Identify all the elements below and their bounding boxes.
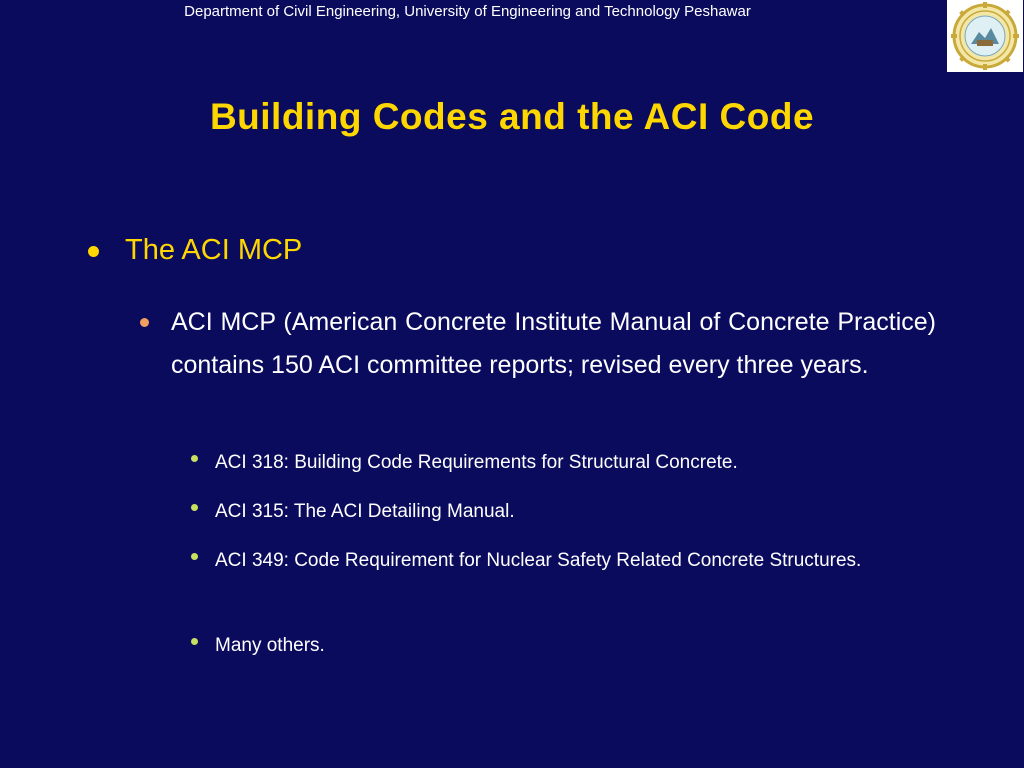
sub-bullet [191, 628, 936, 664]
bullet-dot-icon [191, 504, 198, 511]
sub-bullet-text: ACI 315: The ACI Detailing Manual. [215, 501, 515, 522]
bullet-dot-icon [88, 246, 99, 257]
sub-bullet [191, 494, 936, 530]
bullet-level1-text: The ACI MCP [125, 234, 303, 266]
bullet-dot-icon [191, 455, 198, 462]
sub-bullet-text: ACI 349: Code Requirement for Nuclear Safety Related Concrete Structures. [215, 550, 862, 571]
bullet-level2 [140, 301, 936, 387]
sub-bullet-text: ACI 318: Building Code Requirements for Structural Concrete. [215, 452, 738, 473]
bullet-level2-text: ACI MCP (American Concrete Institute Manual of Concrete Practice) contains 150 ACI committee reports; revised every three years. [171, 308, 936, 379]
bullet-level1 [88, 234, 302, 267]
header-department: Department of Civil Engineering, University of Engineering and Technology Peshawar [184, 3, 751, 20]
sub-bullet [191, 543, 936, 579]
university-seal-icon [947, 0, 1023, 72]
bullet-dot-icon [140, 318, 149, 327]
slide-title: Building Codes and the ACI Code [209, 96, 815, 137]
bullet-dot-icon [191, 553, 198, 560]
bullet-dot-icon [191, 638, 198, 645]
sub-bullet [191, 445, 936, 481]
sub-bullet-text: Many others. [215, 635, 325, 656]
